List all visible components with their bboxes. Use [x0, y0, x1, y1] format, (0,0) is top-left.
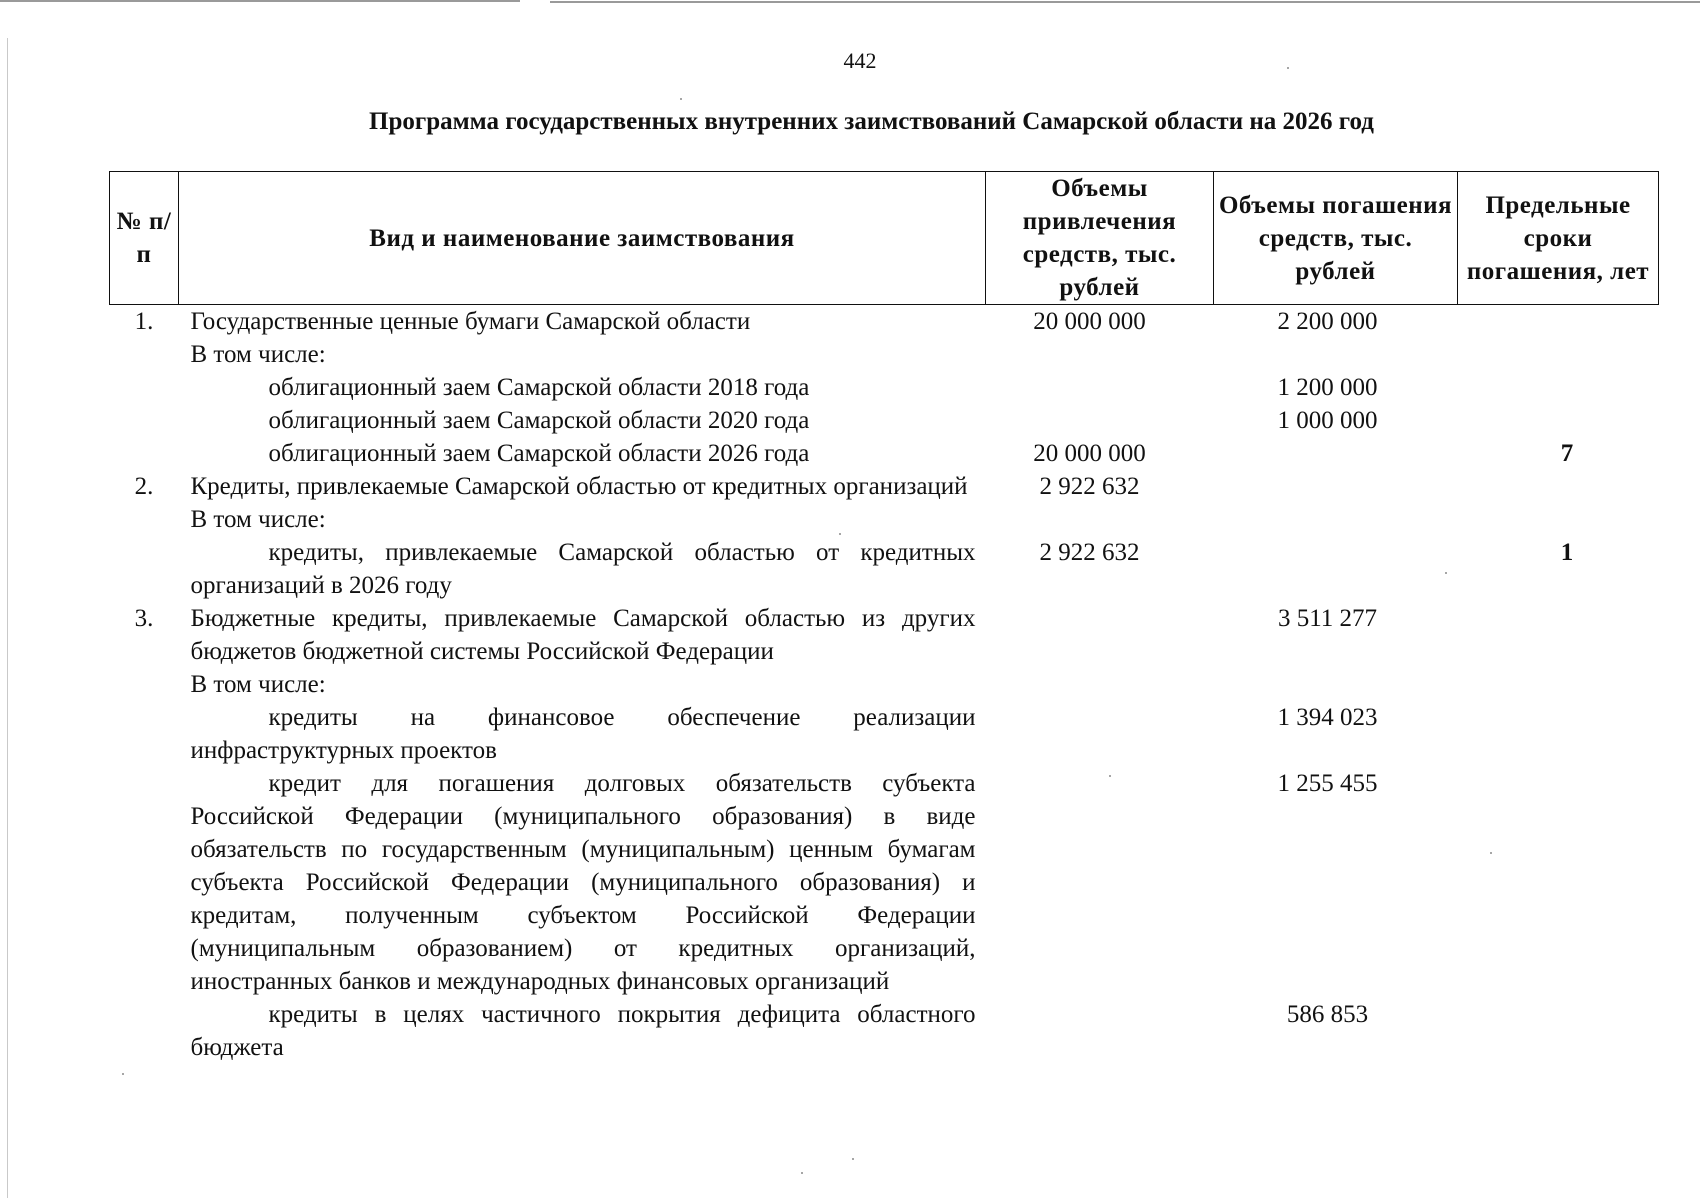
row-attracted-amount	[986, 602, 1214, 668]
page-title: Программа государственных внутренних заимствований Самарской области на 2026 год	[369, 108, 1374, 135]
row-number	[110, 338, 179, 371]
row-repaid-amount: 1 394 023	[1277, 704, 1378, 731]
scan-speck	[1109, 775, 1111, 777]
row-repaid-amount	[1214, 668, 1458, 701]
table-row	[110, 338, 1659, 371]
row-borrowing-name: облигационный заем Самарской области 2018 года	[268, 374, 810, 401]
row-repaid-amount: 1 200 000	[1277, 374, 1378, 401]
header-attracted: Объемы привлечения средств, тыс. рублей	[986, 172, 1214, 305]
scan-speck	[122, 1073, 124, 1075]
row-repayment-term: 1	[1560, 539, 1574, 566]
row-repayment-term	[1458, 404, 1659, 437]
row-number: 1.	[134, 308, 154, 335]
row-attracted-amount	[986, 668, 1214, 701]
header-num: № п/п	[110, 172, 179, 305]
row-repayment-term	[1458, 338, 1659, 371]
row-attracted-amount	[986, 404, 1214, 437]
scan-speck	[680, 98, 682, 100]
row-repayment-term	[1458, 701, 1659, 767]
table-row	[110, 998, 1659, 1064]
table-row	[110, 503, 1659, 536]
row-borrowing-name: облигационный заем Самарской области 2026 года	[268, 440, 810, 467]
row-borrowing-name: В том числе:	[190, 506, 326, 533]
row-borrowing-name: кредиты в целях частичного покрытия дефицита областного бюджета	[190, 1001, 976, 1061]
row-repaid-amount	[1214, 503, 1458, 536]
row-attracted-amount	[986, 371, 1214, 404]
table-row	[110, 305, 1659, 339]
table-row	[110, 437, 1659, 470]
row-attracted-amount: 20 000 000	[1033, 308, 1146, 335]
row-repaid-amount: 2 200 000	[1277, 308, 1378, 335]
row-repaid-amount: 1 255 455	[1277, 770, 1378, 797]
row-repaid-amount	[1214, 338, 1458, 371]
row-borrowing-name: Кредиты, привлекаемые Самарской областью от кредитных организаций	[190, 473, 968, 500]
row-borrowing-name: В том числе:	[190, 341, 326, 368]
row-repayment-term	[1458, 668, 1659, 701]
row-repaid-amount: 3 511 277	[1277, 605, 1378, 632]
row-attracted-amount	[986, 338, 1214, 371]
row-borrowing-name: Государственные ценные бумаги Самарской области	[190, 308, 751, 335]
borrowings-table	[109, 171, 1659, 1064]
row-number	[110, 668, 179, 701]
row-repaid-amount	[1214, 536, 1458, 602]
row-attracted-amount: 20 000 000	[1033, 440, 1146, 467]
header-term: Предельные сроки погашения, лет	[1458, 172, 1659, 305]
table-row	[110, 536, 1659, 602]
row-number	[110, 371, 179, 404]
row-number: 3.	[134, 605, 154, 632]
row-repaid-amount	[1214, 470, 1458, 503]
scan-edge-line	[7, 38, 8, 1198]
row-attracted-amount	[986, 701, 1214, 767]
row-number	[110, 437, 179, 470]
row-number	[110, 998, 179, 1064]
row-borrowing-name: Бюджетные кредиты, привлекаемые Самарской областью из других бюджетов бюджетной системы Российской Федерации	[190, 605, 976, 665]
table-row	[110, 470, 1659, 503]
row-borrowing-name: кредиты на финансовое обеспечение реализации инфраструктурных проектов	[190, 704, 976, 764]
row-number	[110, 404, 179, 437]
row-borrowing-name: кредит для погашения долговых обязательств субъекта Российской Федерации (муниципального образования) в виде обязательств по государственным (муниципальным) ценным бумагам субъекта Российской Федерации (муниципального образования) и кредитам, полученным субъектом Российской Федерации (муниципальным образованием) от кредитных организаций, иностранных банков и международных финансовых организаций	[190, 770, 976, 995]
scan-speck	[1445, 572, 1447, 574]
table-body	[110, 305, 1659, 1065]
table-header	[110, 172, 1659, 305]
scan-edge-line	[0, 0, 520, 2]
row-repayment-term	[1458, 371, 1659, 404]
row-borrowing-name: кредиты, привлекаемые Самарской областью от кредитных организаций в 2026 году	[190, 539, 976, 599]
row-borrowing-name: В том числе:	[190, 671, 326, 698]
header-name: Вид и наименование заимствования	[179, 172, 986, 305]
row-number	[110, 536, 179, 602]
table-row	[110, 668, 1659, 701]
scan-speck	[1287, 67, 1289, 69]
row-number	[110, 767, 179, 998]
row-borrowing-name: облигационный заем Самарской области 2020 года	[268, 407, 810, 434]
page-number: 442	[843, 48, 877, 73]
row-repaid-amount: 1 000 000	[1277, 407, 1378, 434]
row-attracted-amount: 2 922 632	[1039, 473, 1140, 500]
row-attracted-amount: 2 922 632	[1039, 539, 1140, 566]
row-repayment-term	[1458, 602, 1659, 668]
row-number: 2.	[134, 473, 154, 500]
row-attracted-amount	[986, 503, 1214, 536]
header-repaid: Объемы погашения средств, тыс. рублей	[1214, 172, 1458, 305]
row-repaid-amount	[1214, 437, 1458, 470]
row-number	[110, 503, 179, 536]
row-number	[110, 701, 179, 767]
scan-speck	[852, 1158, 854, 1160]
scan-speck	[1490, 852, 1492, 854]
table-row	[110, 602, 1659, 668]
row-repayment-term	[1458, 470, 1659, 503]
table-row	[110, 701, 1659, 767]
table-row	[110, 767, 1659, 998]
table-row	[110, 404, 1659, 437]
row-repayment-term	[1458, 503, 1659, 536]
row-attracted-amount	[986, 998, 1214, 1064]
row-repaid-amount: 586 853	[1286, 1001, 1369, 1028]
row-attracted-amount	[986, 767, 1214, 998]
row-repayment-term	[1458, 998, 1659, 1064]
scan-edge-line	[550, 1, 1700, 3]
table-row	[110, 371, 1659, 404]
scan-speck	[801, 1172, 803, 1174]
row-repayment-term	[1458, 767, 1659, 998]
row-repayment-term	[1458, 305, 1659, 339]
row-repayment-term: 7	[1560, 440, 1574, 467]
scan-speck	[839, 533, 841, 535]
